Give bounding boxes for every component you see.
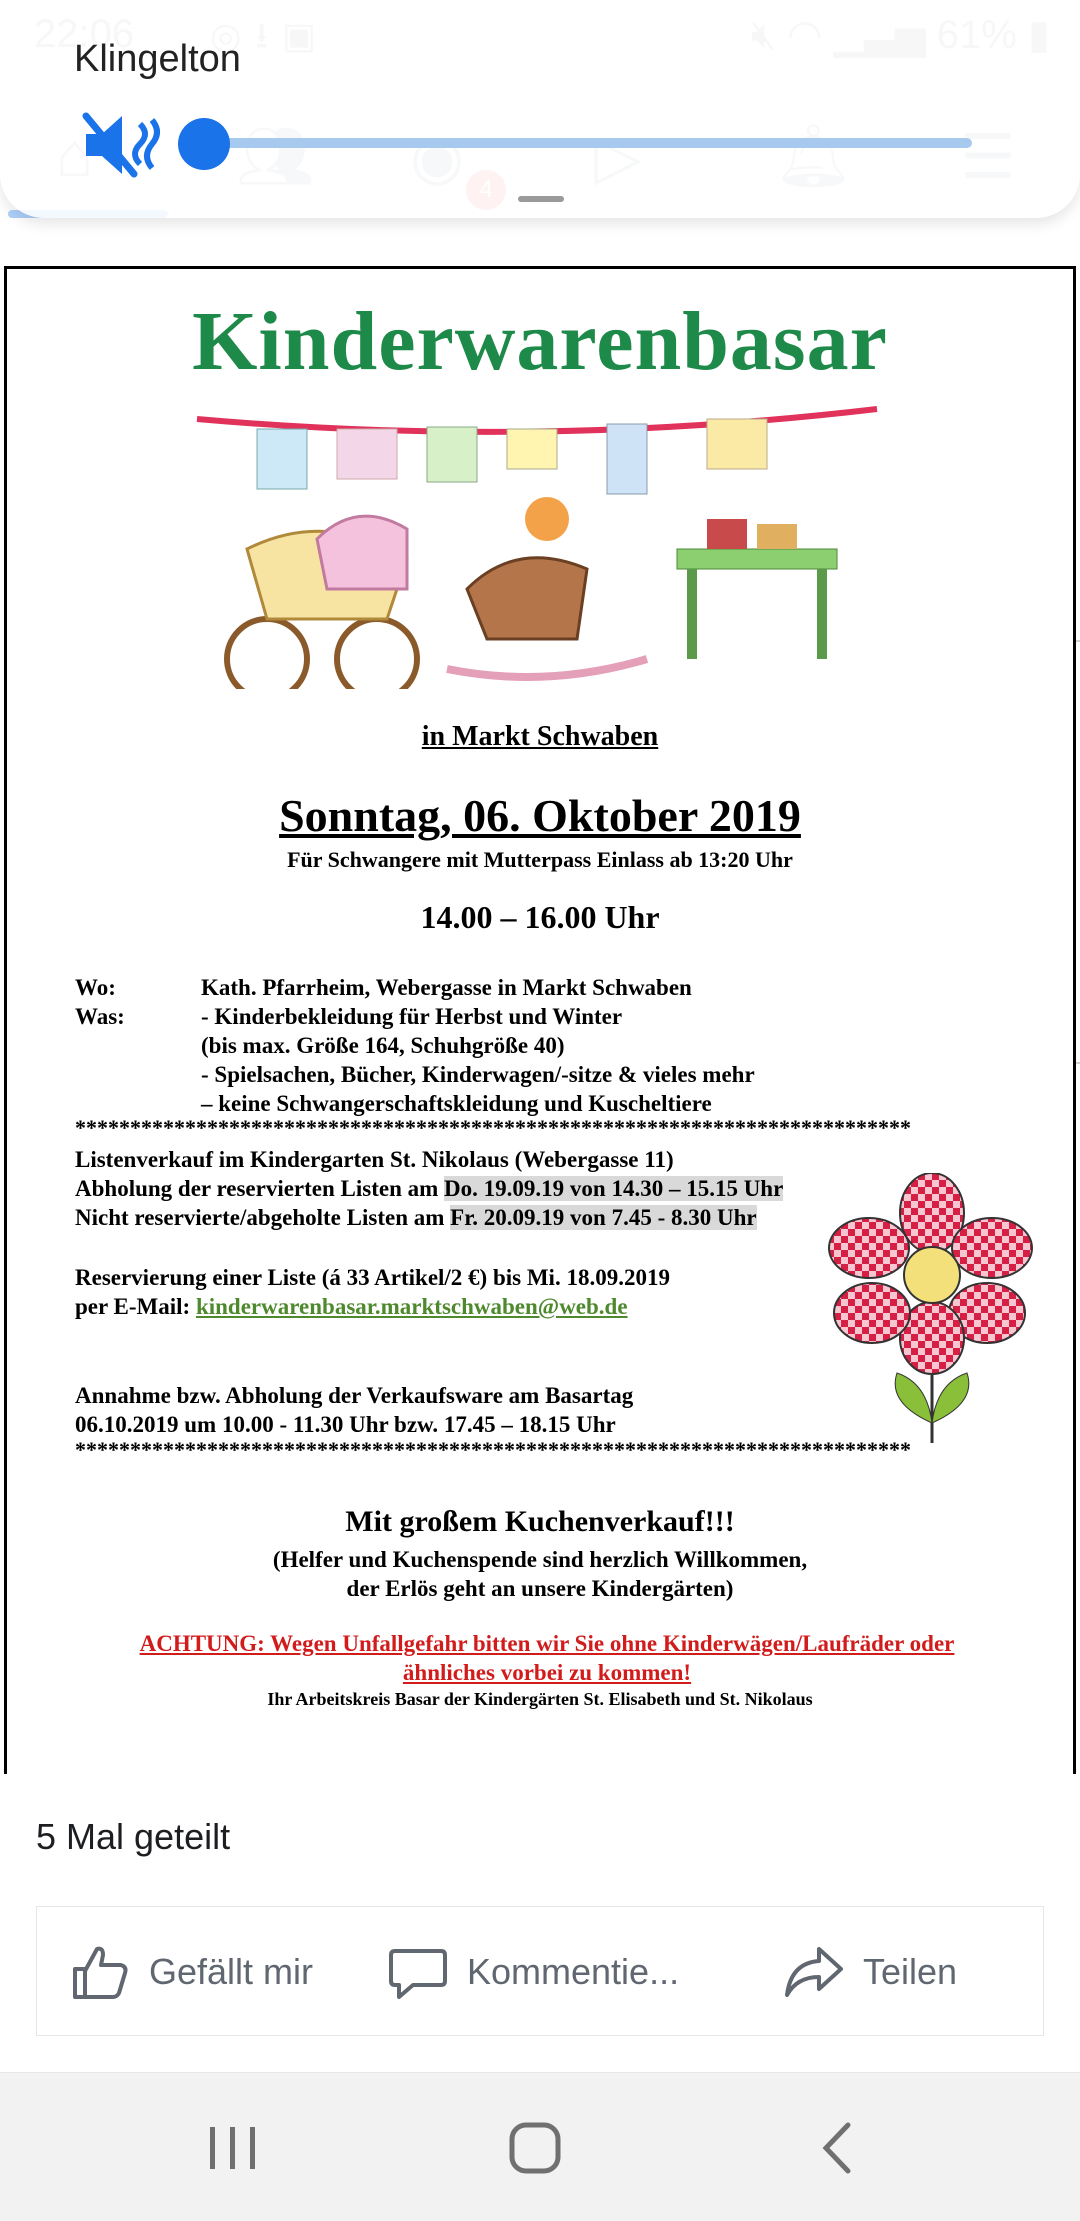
drop-off-info (75, 1381, 633, 1439)
comment-label: Kommentie... (467, 1951, 680, 1992)
flyer-time: 14.00 – 16.00 Uhr (420, 899, 660, 935)
flyer-date: Sonntag, 06. Oktober 2019 (279, 790, 801, 841)
reservation-info (75, 1263, 670, 1321)
speaker-muted-vibrate-icon[interactable] (82, 110, 160, 180)
comment-bubble-icon (387, 1941, 449, 2003)
list-unreserved-label: Nicht reservierte/abgeholte Listen am (75, 1205, 451, 1230)
like-button[interactable] (69, 1939, 313, 2005)
share-label: Teilen (863, 1951, 958, 1992)
star-divider: **************************************************************************** (75, 1437, 911, 1462)
star-divider: **************************************************************************** (75, 1115, 911, 1140)
volume-stream-label: Klingelton (74, 38, 241, 80)
thumbs-up-icon (69, 1941, 131, 2003)
share-arrow-icon (783, 1941, 845, 2003)
flyer-entry-note: Für Schwangere mit Mutterpass Einlass ab 13:20 Uhr (287, 847, 793, 872)
system-navigation-bar (0, 2072, 1080, 2221)
flyer-title: Kinderwarenbasar (192, 295, 888, 388)
helpers-note (7, 1545, 1073, 1603)
was-line: - Kinderbekleidung für Herbst und Winter (201, 1004, 623, 1029)
was-line: (bis max. Größe 164, Schuhgröße 40) (201, 1033, 565, 1058)
volume-slider-thumb[interactable] (178, 118, 230, 170)
list-unreserved-date: Fr. 20.09.19 von 7.45 - 8.30 Uhr (450, 1205, 757, 1230)
wo-value: Kath. Pfarrheim, Webergasse in Markt Schwaben (201, 975, 692, 1000)
email-label: per E-Mail: (75, 1294, 196, 1319)
flyer-signature: Ihr Arbeitskreis Basar der Kindergärten St. Elisabeth und St. Nikolaus (267, 1689, 813, 1709)
list-sale-info (75, 1145, 783, 1232)
volume-slider-track[interactable] (204, 138, 972, 148)
share-button[interactable] (783, 1939, 957, 2005)
drop-off-line: Annahme bzw. Abholung der Verkaufsware am Basartag (75, 1383, 634, 1408)
panel-expand-handle[interactable] (518, 196, 564, 202)
warning-note (87, 1629, 1007, 1687)
back-button[interactable] (792, 2113, 882, 2183)
warning-line: ACHTUNG: Wegen Unfallgefahr bitten wir Sie ohne Kinderwägen/Laufräder oder (139, 1631, 955, 1656)
recent-apps-icon (188, 2113, 278, 2183)
post-image-flyer[interactable] (4, 266, 1076, 1774)
like-label: Gefällt mir (149, 1951, 314, 1992)
flyer-details (75, 973, 755, 1118)
was-line: - Spielsachen, Bücher, Kinderwagen/-sitze & vieles mehr (201, 1062, 755, 1087)
cake-sale-heading: Mit großem Kuchenverkauf!!! (345, 1505, 735, 1538)
flower-illustration (827, 1173, 1037, 1453)
warning-line: ähnliches vorbei zu kommen! (402, 1660, 692, 1685)
comment-button[interactable] (387, 1939, 679, 2005)
helpers-line: der Erlös geht an unsere Kindergärten) (346, 1576, 734, 1601)
post-action-bar (36, 1906, 1044, 2036)
was-line: – keine Schwangerschaftskleidung und Kuscheltiere (201, 1091, 712, 1116)
list-pickup-date: Do. 19.09.19 von 14.30 – 15.15 Uhr (444, 1176, 784, 1201)
flyer-place: in Markt Schwaben (421, 721, 659, 752)
baby-goods-illustration (187, 389, 887, 689)
recent-apps-button[interactable] (188, 2113, 278, 2183)
share-count[interactable]: 5 Mal geteilt (36, 1816, 231, 1857)
email-link[interactable]: kinderwarenbasar.marktschwaben@web.de (195, 1294, 628, 1319)
wo-key: Wo: (75, 975, 116, 1000)
drop-off-times: 06.10.2019 um 10.00 - 11.30 Uhr bzw. 17.45 – 18.15 Uhr (75, 1412, 616, 1437)
list-sale-line: Listenverkauf im Kindergarten St. Nikolaus (Webergasse 11) (75, 1147, 674, 1172)
home-button[interactable] (490, 2113, 580, 2183)
home-icon (490, 2113, 580, 2183)
reservation-line: Reservierung einer Liste (á 33 Artikel/2 €) bis Mi. 18.09.2019 (75, 1265, 670, 1290)
list-pickup-label: Abholung der reservierten Listen am (75, 1176, 445, 1201)
was-key: Was: (75, 1004, 125, 1029)
helpers-line: (Helfer und Kuchenspende sind herzlich Willkommen, (272, 1547, 808, 1572)
volume-panel (0, 0, 1080, 218)
back-icon (792, 2113, 882, 2183)
